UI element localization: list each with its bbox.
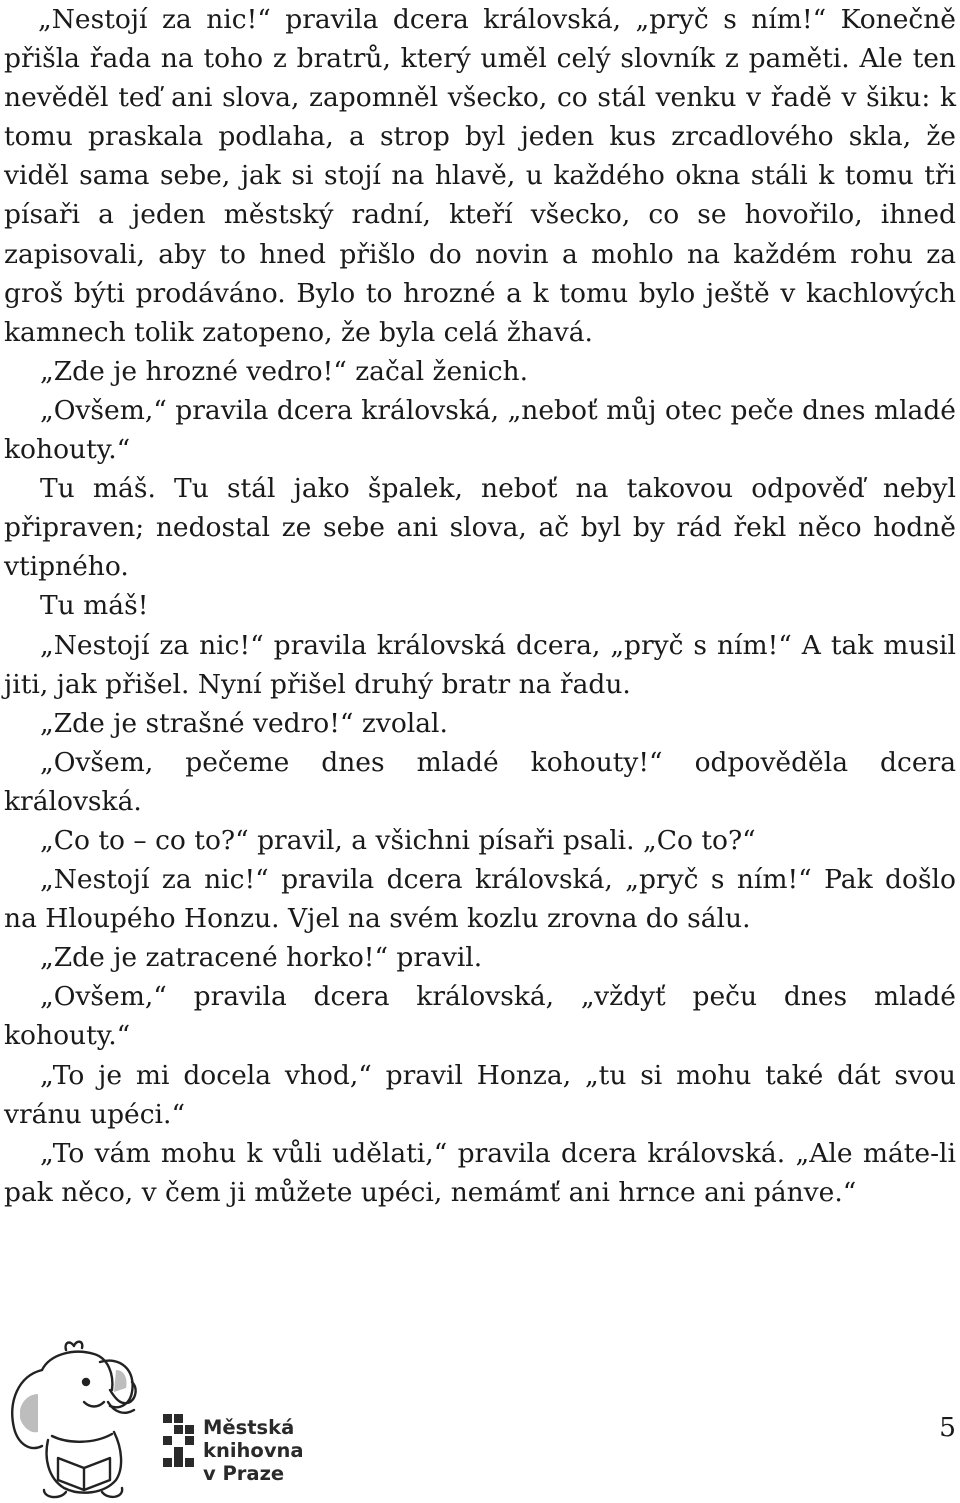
page-footer	[0, 1330, 960, 1503]
library-logo	[163, 1414, 303, 1490]
paragraph: „Zde je hrozné vedro!“ začal ženich.	[40, 355, 529, 387]
paragraph: „Nestojí za nic!“ pravila dcera královská, „pryč s ním!“ Konečně přišla řada na toho z bratrů, který uměl celý slovník z paměti. Ale ten nevěděl teď ani slova, zapomněl všecko, co stál venku v řadě v šiku: k tomu praskala podlaha, a strop byl jeden kus zrcadlového skla, že viděl sama sebe, jak si stojí na hlavě, u každého okna stáli k tomu tři písaři a jeden městský radní, kteří všecko, co se hovořilo, ihned zapisovali, aby to hned přišlo do novin a mohlo na každém rohu za groš býti prodáváno. Bylo to hrozné a k tomu bylo ještě v kachlových kamnech tolik zatopeno, že byla celá žhavá.	[4, 4, 956, 348]
paragraph: „Ovšem,“ pravila dcera královská, „neboť můj otec peče dnes mladé kohouty.“	[4, 394, 956, 466]
paragraph: Tu máš. Tu stál jako špalek, neboť na takovou odpověď nebyl připraven; nedostal ze sebe ani slova, ač byl by rád řekl něco hodně vtipného.	[4, 473, 956, 583]
paragraph: Tu máš!	[40, 590, 149, 622]
library-logo-icon	[163, 1414, 195, 1490]
paragraph: „Ovšem,“ pravila dcera královská, „vždyť peču dnes mladé kohouty.“	[4, 981, 956, 1052]
library-name-line: v Praze	[203, 1462, 285, 1485]
paragraph: „Zde je strašné vedro!“ zvolal.	[40, 707, 448, 739]
paragraph: „To vám mohu k vůli udělati,“ pravila dcera královská. „Ale máte-li pak něco, v čem ji můžete upéci, nemámť ani hrnce ani pánve.“	[4, 1137, 956, 1208]
paragraph: „Co to – co to?“ pravil, a všichni písaři psali. „Co to?“	[40, 824, 756, 856]
elephant-mascot-icon	[4, 1340, 154, 1503]
paragraph: „Nestojí za nic!“ pravila dcera královská, „pryč s ním!“ Pak došlo na Hloupého Honzu. Vjel na svém kozlu zrovna do sálu.	[4, 864, 956, 935]
paragraph: „Zde je zatracené horko!“ pravil.	[40, 942, 483, 974]
paragraph: „Nestojí za nic!“ pravila královská dcera, „pryč s ním!“ A tak musil jiti, jak přišel. Nyní přišel druhý bratr na řadu.	[4, 629, 956, 700]
library-name-line: knihovna	[203, 1439, 304, 1462]
body-text	[4, 0, 956, 1212]
page-number: 5	[939, 1412, 956, 1443]
paragraph: „Ovšem, pečeme dnes mladé kohouty!“ odpověděla dcera královská.	[4, 746, 956, 817]
library-name	[203, 1416, 304, 1485]
library-name-line: Městská	[203, 1416, 295, 1439]
paragraph: „To je mi docela vhod,“ pravil Honza, „tu si mohu také dát svou vránu upéci.“	[4, 1059, 956, 1130]
